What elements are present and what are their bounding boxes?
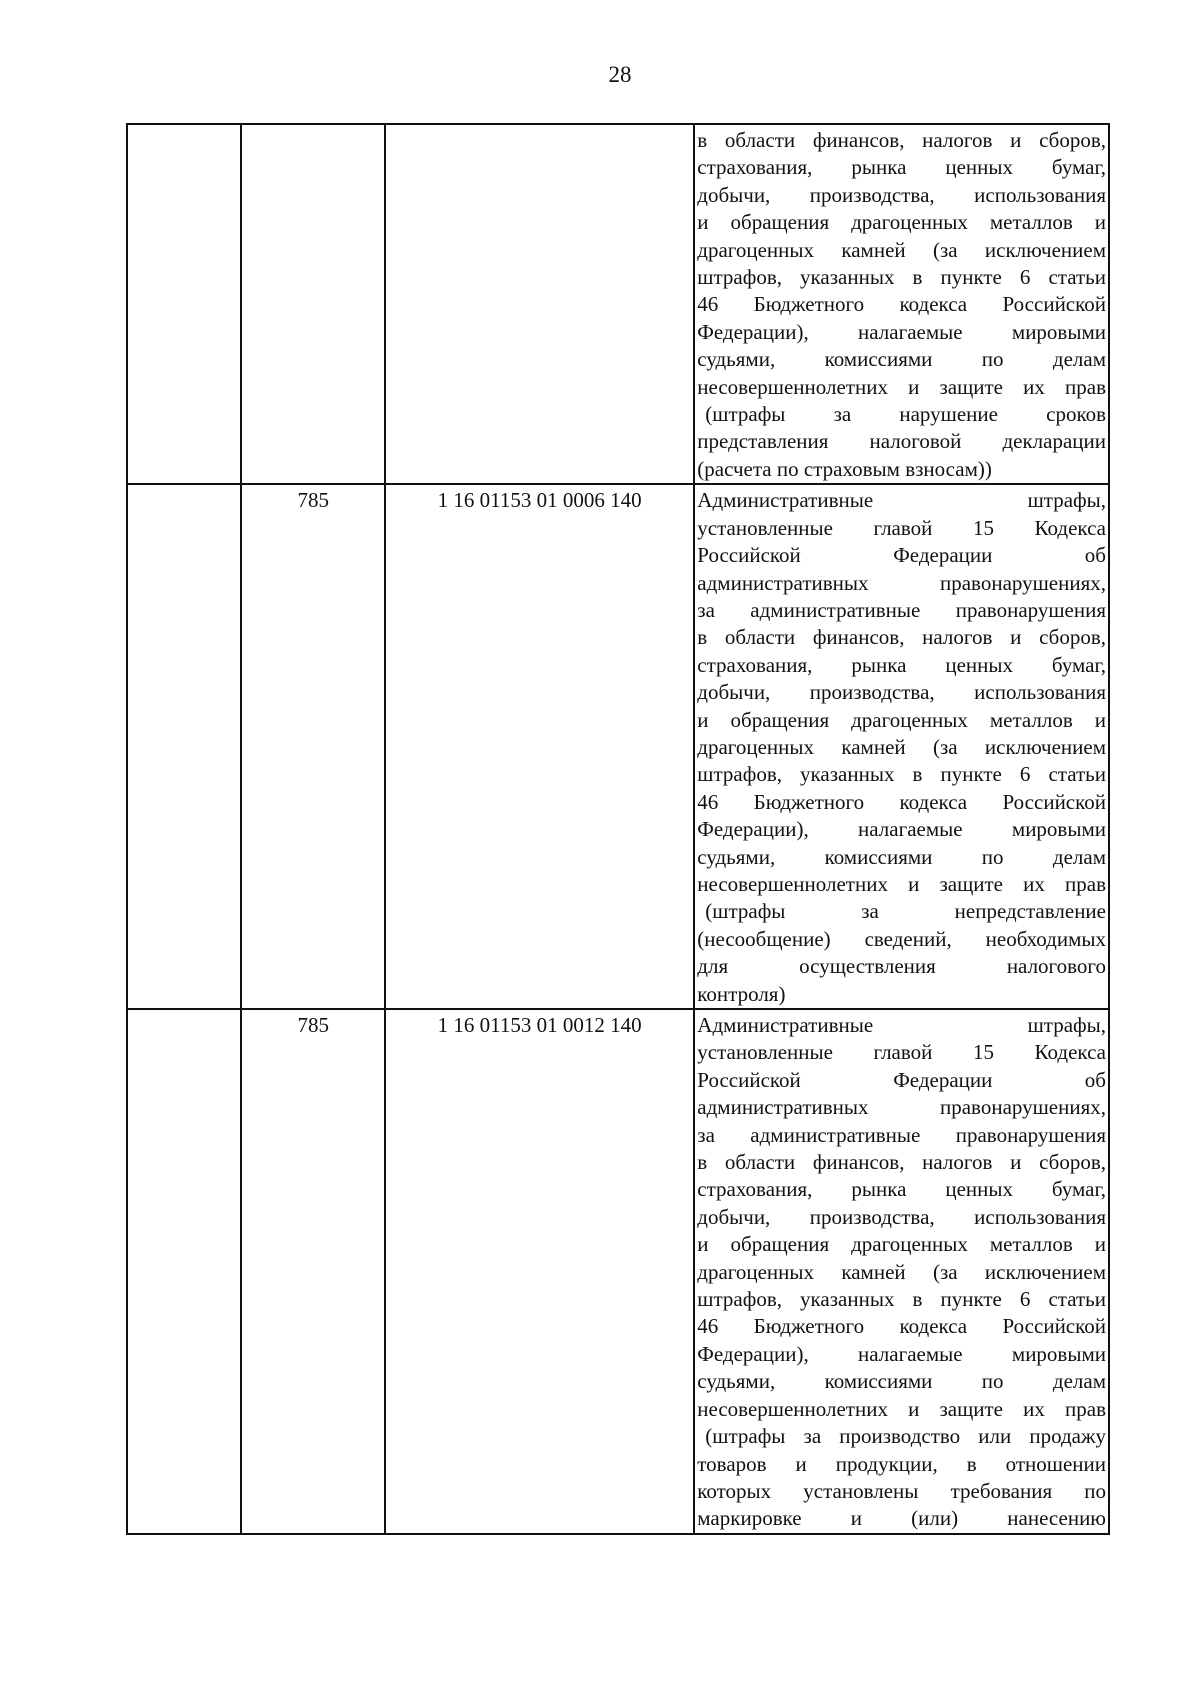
description-line: 46 Бюджетного кодекса Российской — [697, 789, 1106, 814]
description-line: судьями, комиссиями по делам — [697, 844, 1106, 869]
description-line: для осуществления налогового — [697, 954, 1106, 979]
description-line: установленные главой 15 Кодекса — [697, 515, 1106, 540]
description-line: (расчета по страховым взносам)) — [697, 456, 992, 481]
kbk-code-cell: 1 16 01153 01 0006 140 — [385, 484, 694, 1009]
description-line: страхования, рынка ценных бумаг, — [697, 1177, 1106, 1202]
description-line: судьями, комиссиями по делам — [697, 347, 1106, 372]
description-cell — [694, 484, 1109, 1009]
kbk-code-cell — [385, 124, 694, 484]
description-line: (несообщение) сведений, необходимых — [697, 926, 1106, 951]
description-line: и обращения драгоценных металлов и — [697, 1232, 1106, 1257]
description-line: добычи, производства, использования — [697, 182, 1106, 207]
description-line: административных правонарушениях, — [697, 570, 1106, 595]
description-line: товаров и продукции, в отношении — [697, 1451, 1106, 1476]
description-cell — [694, 1009, 1109, 1534]
description-line: 46 Бюджетного кодекса Российской — [697, 292, 1106, 317]
table-row — [127, 484, 1109, 1009]
description-line: представления налоговой декларации — [697, 429, 1106, 454]
description-line: страхования, рынка ценных бумаг, — [697, 652, 1106, 677]
description-line: штрафов, указанных в пункте 6 статьи — [697, 762, 1106, 787]
description-line: Российской Федерации об — [697, 543, 1106, 568]
description-line: добычи, производства, использования — [697, 1204, 1106, 1229]
description-line: (штрафы за производство или продажу — [705, 1424, 1106, 1449]
description-line: Российской Федерации об — [697, 1067, 1106, 1092]
admin-code-cell — [241, 124, 385, 484]
description-line: штрафов, указанных в пункте 6 статьи — [697, 265, 1106, 290]
description-line: в области финансов, налогов и сборов, — [697, 1150, 1106, 1175]
description-line: которых установлены требования по — [697, 1478, 1106, 1503]
admin-code-cell: 785 — [241, 1009, 385, 1534]
table-row — [127, 124, 1109, 484]
description-line: драгоценных камней (за исключением — [697, 237, 1106, 262]
description-line: контроля) — [697, 981, 786, 1006]
description-cell — [694, 124, 1109, 484]
description-line: за административные правонарушения — [697, 1122, 1106, 1147]
page-number: 28 — [608, 62, 632, 87]
description-line: в области финансов, налогов и сборов, — [697, 128, 1106, 152]
description-line: Федерации), налагаемые мировыми — [697, 319, 1106, 344]
kbk-code-cell: 1 16 01153 01 0012 140 — [385, 1009, 694, 1534]
description-line: штрафов, указанных в пункте 6 статьи — [697, 1287, 1106, 1312]
description-line: за административные правонарушения — [697, 597, 1106, 622]
description-line: несовершеннолетних и защите их прав — [697, 374, 1106, 399]
description-line: несовершеннолетних и защите их прав — [697, 1396, 1106, 1421]
description-line: судьями, комиссиями по делам — [697, 1369, 1106, 1394]
empty-cell — [127, 124, 241, 484]
table-row — [127, 1009, 1109, 1534]
description-line: Федерации), налагаемые мировыми — [697, 817, 1106, 842]
description-line: административных правонарушениях, — [697, 1095, 1106, 1120]
description-line: Административные штрафы, — [697, 1013, 1106, 1037]
description-line: несовершеннолетних и защите их прав — [697, 871, 1106, 896]
empty-cell — [127, 1009, 241, 1534]
budget-codes-table — [126, 123, 1110, 1535]
description-line: маркировке и (или) нанесению — [697, 1506, 1106, 1531]
description-line: установленные главой 15 Кодекса — [697, 1040, 1106, 1065]
description-line: и обращения драгоценных металлов и — [697, 707, 1106, 732]
description-line: страхования, рынка ценных бумаг, — [697, 155, 1106, 180]
admin-code-cell: 785 — [241, 484, 385, 1009]
description-line: драгоценных камней (за исключением — [697, 1259, 1106, 1284]
description-line: 46 Бюджетного кодекса Российской — [697, 1314, 1106, 1339]
description-line: добычи, производства, использования — [697, 680, 1106, 705]
description-line: Федерации), налагаемые мировыми — [697, 1341, 1106, 1366]
empty-cell — [127, 484, 241, 1009]
description-line: (штрафы за непредставление — [705, 899, 1106, 924]
description-line: Административные штрафы, — [697, 488, 1106, 513]
description-line: в области финансов, налогов и сборов, — [697, 625, 1106, 650]
description-line: драгоценных камней (за исключением — [697, 734, 1106, 759]
description-line: (штрафы за нарушение сроков — [705, 402, 1106, 427]
description-line: и обращения драгоценных металлов и — [697, 210, 1106, 235]
